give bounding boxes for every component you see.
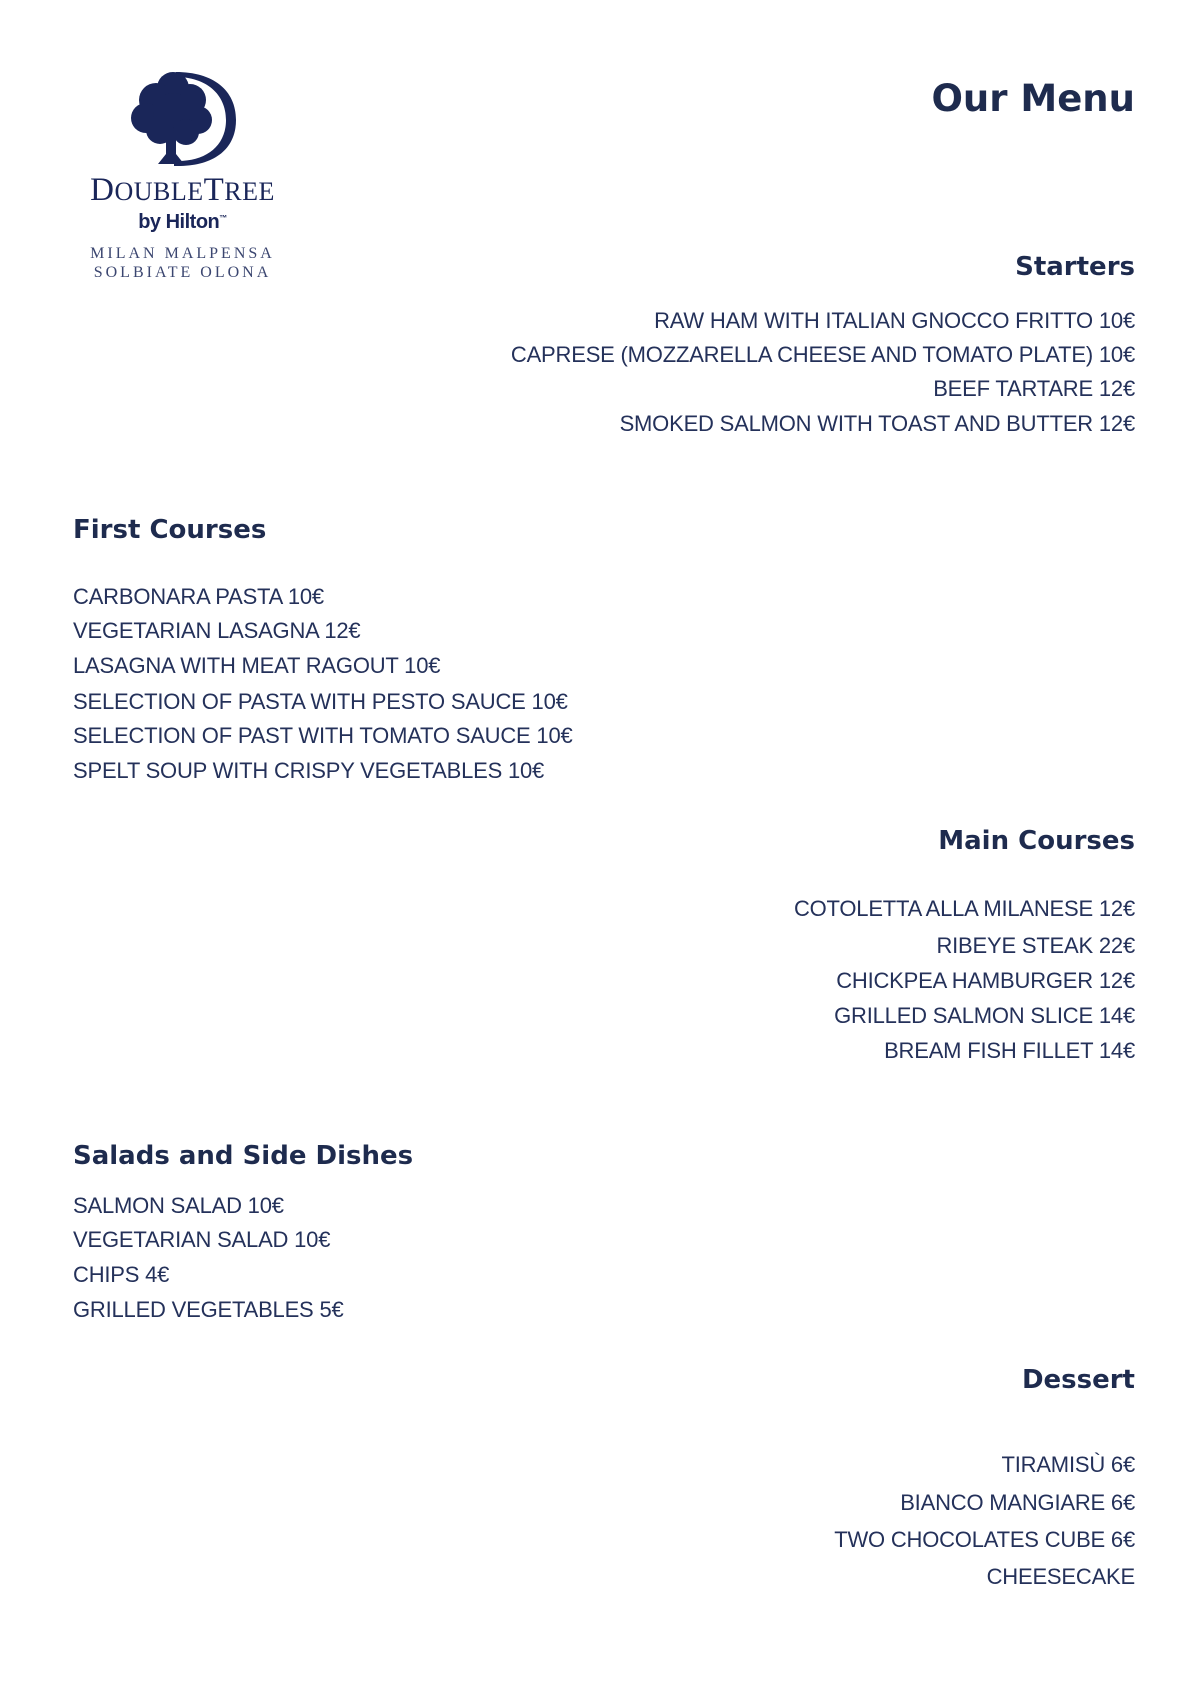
menu-item: CAPRESE (MOZZARELLA CHEESE AND TOMATO PLATE) 10€ bbox=[510, 342, 1135, 367]
menu-item: COTOLETTA ALLA MILANESE 12€ bbox=[793, 896, 1135, 921]
section-heading-starters: Starters bbox=[1015, 252, 1135, 282]
menu-item: RIBEYE STEAK 22€ bbox=[936, 933, 1135, 958]
menu-item: SPELT SOUP WITH CRISPY VEGETABLES 10€ bbox=[73, 758, 545, 783]
menu-item: SELECTION OF PAST WITH TOMATO SAUCE 10€ bbox=[73, 723, 573, 748]
doubletree-logo bbox=[55, 68, 310, 282]
menu-item: BEEF TARTARE 12€ bbox=[933, 376, 1135, 401]
menu-item: TWO CHOCOLATES CUBE 6€ bbox=[834, 1527, 1135, 1552]
menu-item: TIRAMISÙ 6€ bbox=[1001, 1452, 1135, 1477]
menu-item: RAW HAM WITH ITALIAN GNOCCO FRITTO 10€ bbox=[654, 308, 1135, 333]
menu-item: CARBONARA PASTA 10€ bbox=[73, 584, 324, 609]
section-heading-dessert: Dessert bbox=[1021, 1365, 1135, 1395]
menu-item: SELECTION OF PASTA WITH PESTO SAUCE 10€ bbox=[73, 689, 568, 714]
menu-item: CHEESECAKE bbox=[986, 1564, 1135, 1589]
logo-brand: DOUBLETREE bbox=[90, 172, 275, 208]
menu-item: GRILLED VEGETABLES 5€ bbox=[73, 1297, 344, 1322]
logo-location: MILAN MALPENSA SOLBIATE OLONA bbox=[90, 245, 275, 281]
menu-item: BREAM FISH FILLET 14€ bbox=[884, 1038, 1135, 1063]
section-heading-salads: Salads and Side Dishes bbox=[73, 1141, 414, 1171]
tree-icon bbox=[118, 68, 248, 168]
logo-sub: by Hilton™ bbox=[138, 211, 227, 233]
menu-item: SMOKED SALMON WITH TOAST AND BUTTER 12€ bbox=[619, 411, 1135, 436]
section-heading-main-courses: Main Courses bbox=[938, 826, 1135, 856]
menu-item: VEGETARIAN SALAD 10€ bbox=[73, 1227, 331, 1252]
menu-item: SALMON SALAD 10€ bbox=[73, 1193, 284, 1218]
menu-item: BIANCO MANGIARE 6€ bbox=[900, 1490, 1135, 1515]
menu-item: CHIPS 4€ bbox=[73, 1262, 170, 1287]
section-heading-first-courses: First Courses bbox=[73, 515, 267, 545]
menu-item: CHICKPEA HAMBURGER 12€ bbox=[836, 968, 1135, 993]
menu-item: GRILLED SALMON SLICE 14€ bbox=[834, 1003, 1135, 1028]
page-title: Our Menu bbox=[931, 77, 1135, 120]
menu-item: LASAGNA WITH MEAT RAGOUT 10€ bbox=[73, 653, 441, 678]
menu-item: VEGETARIAN LASAGNA 12€ bbox=[73, 618, 361, 643]
